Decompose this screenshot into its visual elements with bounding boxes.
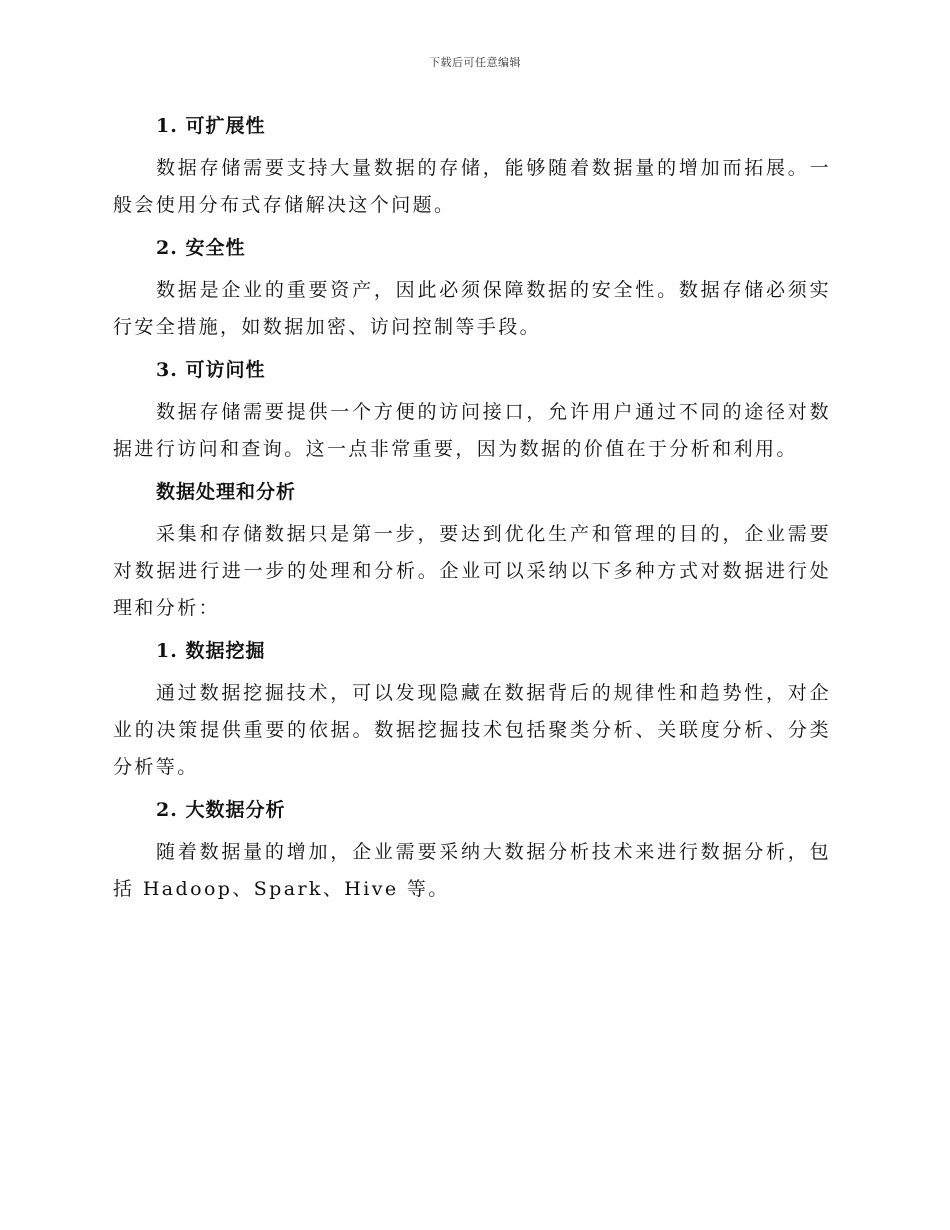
section-big-data-analysis [113, 792, 831, 908]
section-paragraph: 数据存储需要支持大量数据的存储，能够随着数据量的增加而拓展。一般会使用分布式存储解决这个问题。 [113, 157, 831, 216]
section-heading: 1. 可扩展性 [156, 115, 266, 137]
document-body [113, 108, 831, 914]
section-paragraph: 数据存储需要提供一个方便的访问接口，允许用户通过不同的途径对数据进行访问和查询。这一点非常重要，因为数据的价值在于分析和利用。 [113, 401, 831, 460]
section-heading: 2. 大数据分析 [156, 799, 286, 821]
header-note: 下载后可任意编辑 [429, 56, 521, 69]
section-paragraph: 数据是企业的重要资产，因此必须保障数据的安全性。数据存储必须实行安全措施，如数据加密、访问控制等手段。 [113, 279, 831, 338]
section-security [113, 230, 831, 346]
section-processing-analysis [113, 474, 831, 627]
section-heading: 1. 数据挖掘 [156, 640, 266, 662]
section-data-mining [113, 633, 831, 786]
section-heading: 3. 可访问性 [156, 359, 266, 381]
section-heading: 2. 安全性 [156, 237, 246, 259]
section-paragraph: 通过数据挖掘技术，可以发现隐藏在数据背后的规律性和趋势性，对企业的决策提供重要的依据。数据挖掘技术包括聚类分析、关联度分析、分类分析等。 [113, 682, 831, 778]
section-accessibility [113, 352, 831, 468]
section-scalability [113, 108, 831, 224]
section-paragraph: 采集和存储数据只是第一步，要达到优化生产和管理的目的，企业需要对数据进行进一步的处理和分析。企业可以采纳以下多种方式对数据进行处理和分析： [113, 523, 831, 619]
section-paragraph: 随着数据量的增加，企业需要采纳大数据分析技术来进行数据分析，包括 Hadoop、Spark、Hive 等。 [113, 841, 831, 900]
section-heading: 数据处理和分析 [156, 481, 297, 503]
